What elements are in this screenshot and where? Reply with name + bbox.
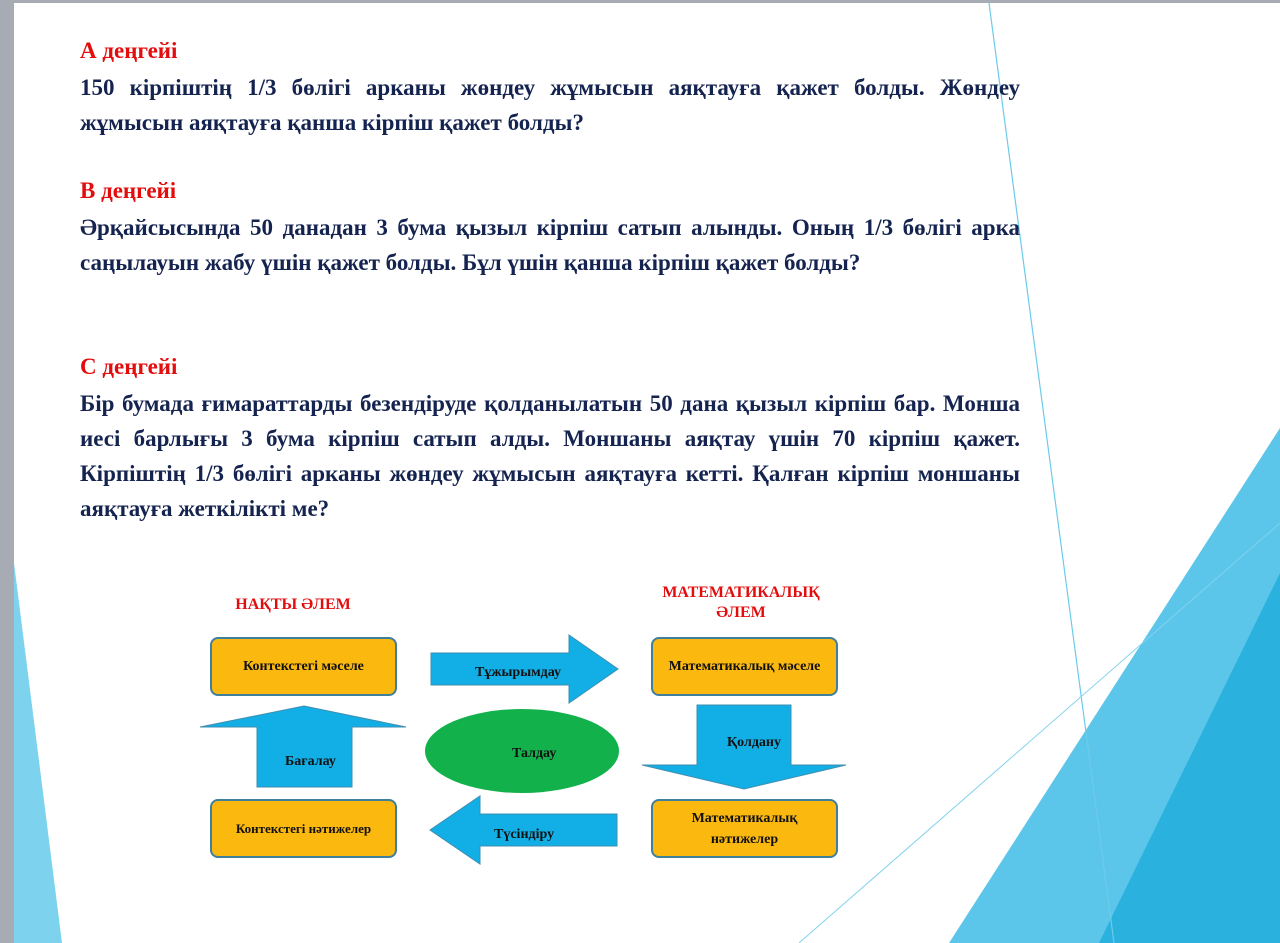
- evaluate-label: Бағалау: [285, 754, 336, 769]
- math-problem-label: Математикалық мәселе: [668, 659, 821, 674]
- level-c-task: Бір бумада ғимараттарды безендіруде қолданылатын 50 дана қызыл кірпіш бар. Монша иесі барлығы 3 бума кірпіш сатып алды. Моншаны аяқтау үшін 70 кірпіш қажет. Кірпіштің 1/3 бөлігі арканы жөндеу жұмысын аяқтауға кетті. Қалған кірпіш моншаны аяқтауға жеткілікті ме?: [80, 391, 1020, 521]
- analyze-label: Талдау: [512, 746, 557, 761]
- math-problem-box: [651, 637, 838, 696]
- context-results-box: [210, 799, 397, 858]
- level-c-heading: С деңгейі: [80, 354, 178, 379]
- slide: [14, 3, 1280, 943]
- level-a-heading: А деңгейі: [80, 38, 178, 63]
- math-world-label: МАТЕМАТИКАЛЫҚ ӘЛЕМ: [662, 584, 820, 621]
- apply-label: Қолдану: [727, 735, 781, 750]
- context-problem-box: [210, 637, 397, 696]
- context-results-label: Контекстегі нәтижелер: [235, 821, 372, 836]
- interpret-label: Түсіндіру: [494, 827, 555, 842]
- real-world-label: НАҚТЫ ӘЛЕМ: [235, 596, 351, 613]
- arrow-up-icon: [200, 706, 406, 787]
- level-b-heading: В деңгейі: [80, 178, 177, 203]
- formulate-label: Тұжырымдау: [475, 665, 562, 680]
- level-b-task: Әрқайсысында 50 данадан 3 бума қызыл кірпіш сатып алынды. Оның 1/3 бөлігі арка саңылауын жабу үшін қажет болды. Бұл үшін қанша кірпіш қажет болды?: [80, 215, 1020, 275]
- math-results-box: [651, 799, 838, 858]
- level-a-task: 150 кірпіштің 1/3 бөлігі арканы жөндеу жұмысын аяқтауға қажет болды. Жөндеу жұмысын аяқтауға қанша кірпіш қажет болды?: [80, 75, 1020, 135]
- context-problem-label: Контекстегі мәселе: [243, 659, 364, 674]
- math-results-label: Математикалық нәтижелер: [691, 810, 798, 847]
